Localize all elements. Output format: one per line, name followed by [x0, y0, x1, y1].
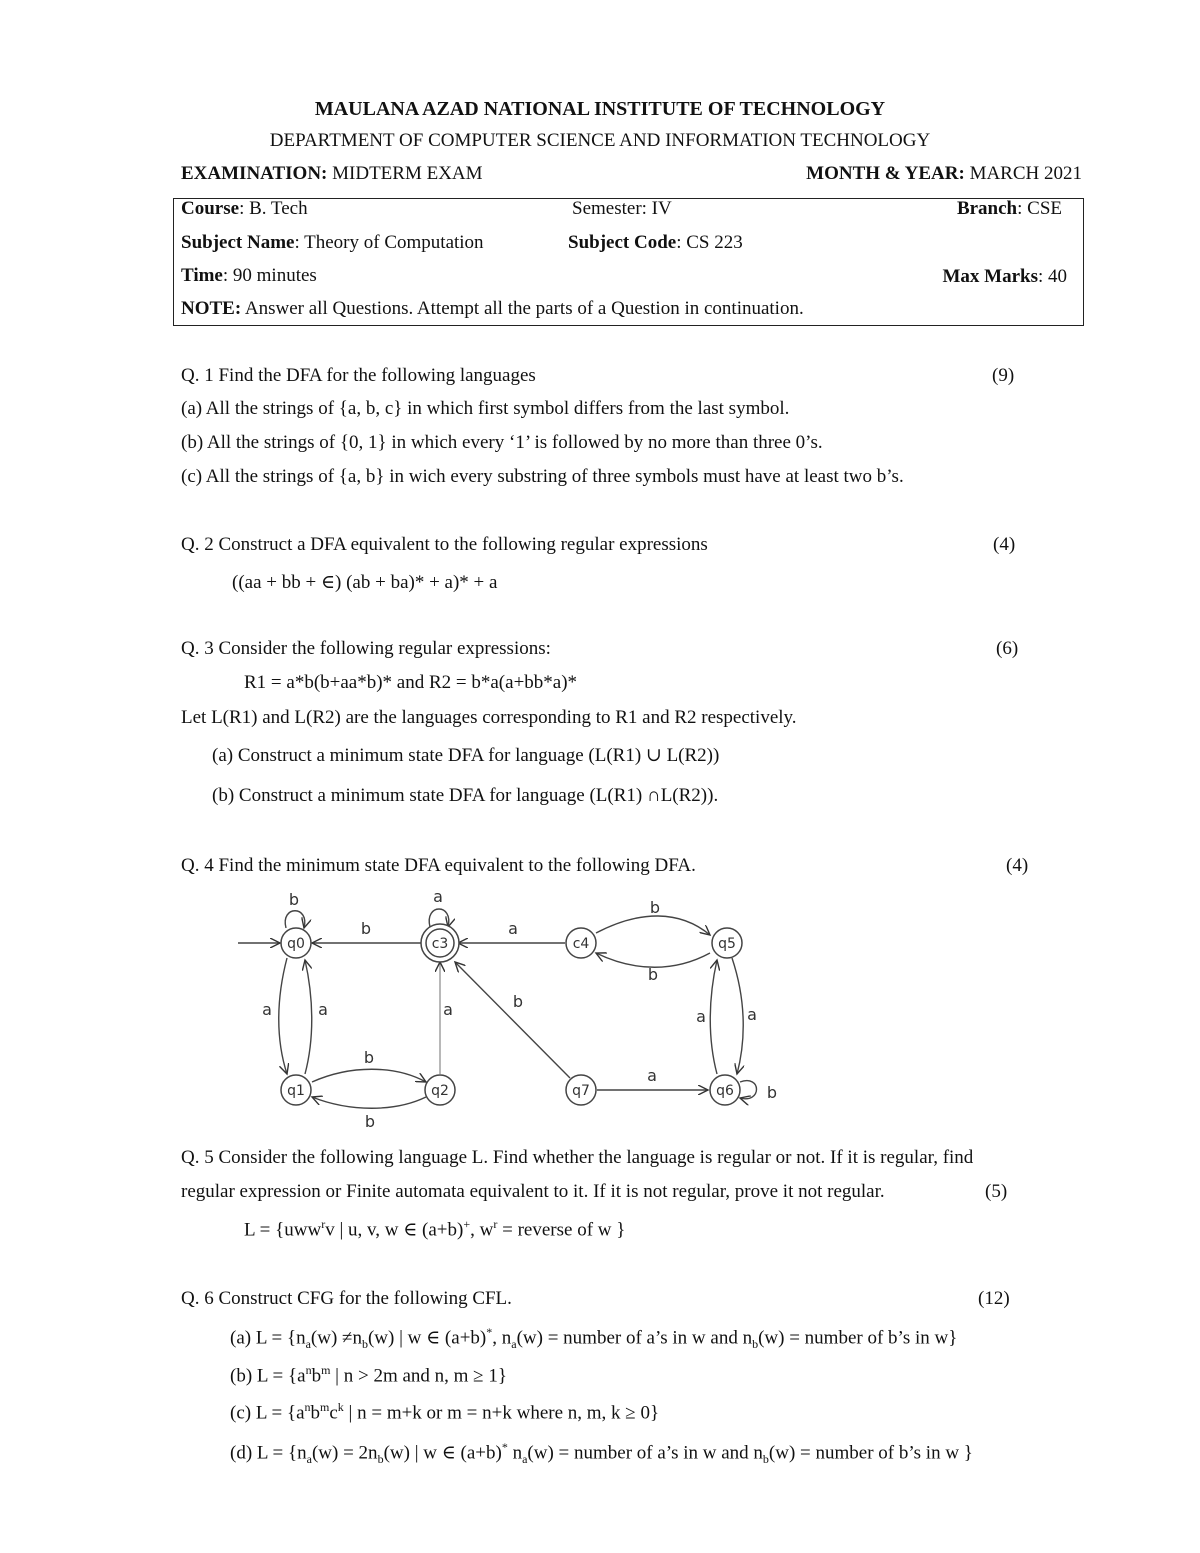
time-label: Time [181, 265, 223, 286]
marks-label: Max Marks [942, 266, 1038, 287]
q4-title: Q. 4 Find the minimum state DFA equivalent to the following DFA. [181, 855, 696, 876]
edge-q0-loop [285, 911, 305, 928]
edge-q6-q5 [710, 960, 717, 1074]
label-q7-q6: a [647, 1066, 657, 1085]
state-q6-label: q6 [716, 1083, 734, 1099]
month-value: MARCH 2021 [969, 163, 1082, 184]
q6a-sup: * [486, 1325, 493, 1339]
q6b-t2: b [311, 1365, 322, 1387]
label-q6-q5: a [696, 1007, 706, 1026]
q6c-t2: b [310, 1402, 321, 1424]
q3-expression: R1 = a*b(b+aa*b)* and R2 = b*a(a+bb*a)* [244, 672, 578, 693]
q6c-t4: | n = m+k or m = n+k where n, m, k ≥ 0} [343, 1402, 660, 1424]
q2-title: Q. 2 Construct a DFA equivalent to the following regular expressions [181, 534, 708, 555]
q6b-t3: | n > 2m and n, m ≥ 1} [330, 1365, 507, 1387]
institute-title: MAULANA AZAD NATIONAL INSTITUTE OF TECHNOLOGY [314, 98, 886, 120]
q5-expr-a: L = {uww [244, 1219, 322, 1241]
q6a-t5: (w) = number of a’s in w and n [516, 1327, 753, 1349]
q6d-t2: (w) = 2n [311, 1442, 378, 1464]
q1-part-b: (b) All the strings of {0, 1} in which every ‘1’ is followed by no more than three 0’s. [181, 432, 823, 453]
label-q0-loop: b [288, 890, 300, 909]
q6a-sub3: a [511, 1337, 517, 1352]
q1-part-a: (a) All the strings of {a, b, c} in which first symbol differs from the last symbol. [181, 398, 790, 419]
note-label: NOTE: [181, 298, 242, 319]
q5-expr-b: v | u, v, w ∈ (a+b) [325, 1219, 464, 1241]
q6d-sub3: a [522, 1452, 528, 1467]
exam-label: EXAMINATION: [181, 163, 328, 184]
label-q6-loop: b [766, 1083, 778, 1102]
department-title: DEPARTMENT OF COMPUTER SCIENCE AND INFORMATION TECHNOLOGY [269, 130, 931, 151]
exam-value: MIDTERM EXAM [332, 163, 483, 184]
q6a-t3: (w) | w ∈ (a+b) [367, 1327, 487, 1349]
q5-expr-sup3: r [493, 1217, 498, 1231]
label-q5-q6: a [747, 1005, 757, 1024]
q6c-sup3: k [337, 1400, 344, 1414]
edge-q0-q1 [279, 958, 287, 1074]
q6d-sup: * [501, 1440, 508, 1454]
label-q5-c4: b [647, 965, 659, 984]
label-c4-c3: a [508, 919, 518, 938]
q6d-t6: (w) = number of b’s in w } [768, 1442, 973, 1464]
q5-expr-c: , w [470, 1219, 494, 1241]
label-q0-q1: a [262, 1000, 272, 1019]
q6-part-d [230, 1440, 973, 1467]
q1-marks: (9) [992, 365, 1015, 386]
q3-title: Q. 3 Consider the following regular expressions: [181, 638, 551, 659]
q5-marks: (5) [985, 1181, 1008, 1202]
q5-expr-sup2: + [463, 1217, 471, 1231]
label-q0-c3: b [360, 919, 372, 938]
q2-expression: ((aa + bb + ∈) (ab + ba)* + a)* + a [232, 572, 498, 593]
q6a-sub4: b [752, 1337, 759, 1352]
q6a-sub1: a [305, 1337, 311, 1352]
state-c3-label: c3 [431, 936, 449, 952]
q6a-t1: (a) L = {n [230, 1327, 306, 1349]
q6d-t1: (d) L = {n [230, 1442, 307, 1464]
q6c-t1: (c) L = {a [230, 1402, 305, 1424]
label-q7-c3: b [512, 992, 524, 1011]
state-q0-label: q0 [287, 936, 305, 952]
edge-c4-q5 [596, 916, 710, 935]
q4-marks: (4) [1006, 855, 1029, 876]
edge-q7-c3 [455, 962, 570, 1078]
label-c4-q5: b [649, 898, 661, 917]
label-q2-q1: b [364, 1112, 376, 1131]
q6a-t4: , n [492, 1327, 512, 1349]
edge-q2-q1 [312, 1097, 426, 1108]
q6c-t3: c [329, 1402, 338, 1424]
q1-part-c: (c) All the strings of {a, b} in wich every substring of three symbols must have at least two b’s. [181, 466, 904, 487]
q6-marks: (12) [978, 1288, 1010, 1309]
edge-q1-q2 [312, 1069, 426, 1082]
q3-part-b: (b) Construct a minimum state DFA for language (L(R1) ∩L(R2)). [212, 785, 719, 806]
state-q1-label: q1 [287, 1083, 305, 1099]
q5-expression [244, 1217, 625, 1241]
q6b-t1: (b) L = {a [230, 1365, 306, 1387]
subject-label: Subject Name [181, 232, 295, 253]
branch-label: Branch [956, 198, 1018, 219]
q3-marks: (6) [996, 638, 1019, 659]
q3-let: Let L(R1) and L(R2) are the languages corresponding to R1 and R2 respectively. [181, 707, 797, 728]
q6-title: Q. 6 Construct CFG for the following CFL. [181, 1288, 512, 1309]
state-q2-label: q2 [431, 1083, 449, 1099]
state-q7-label: q7 [572, 1083, 590, 1099]
q6d-sub4: b [762, 1452, 769, 1467]
q6-part-a [230, 1325, 957, 1352]
q5-expr-d: = reverse of w } [497, 1219, 626, 1241]
q6b-sup2: m [321, 1363, 331, 1377]
label-q1-q2: b [363, 1048, 375, 1067]
branch-value: : CSE [1017, 198, 1062, 219]
time-value: : 90 minutes [222, 265, 317, 286]
q2-marks: (4) [993, 534, 1016, 555]
q3-part-a: (a) Construct a minimum state DFA for language (L(R1) ∪ L(R2)) [212, 745, 720, 766]
q6b-sup1: n [305, 1363, 312, 1377]
q5-line2: regular expression or Finite automata equivalent to it. If it is not regular, prove it not regular. [181, 1181, 885, 1202]
marks-value: : 40 [1037, 266, 1067, 287]
label-q2-c3: a [443, 1000, 453, 1019]
q6a-sub2: b [361, 1337, 368, 1352]
q6d-sub2: b [377, 1452, 384, 1467]
q5-line1: Q. 5 Consider the following language L. Find whether the language is regular or not. If it is regular, find [181, 1147, 974, 1168]
code-label: Subject Code [568, 232, 677, 253]
edge-q6-loop [740, 1081, 757, 1099]
edge-q1-q0 [305, 960, 312, 1074]
q6d-t5: (w) = number of a’s in w and n [527, 1442, 763, 1464]
label-q1-q0: a [318, 1000, 328, 1019]
edge-q5-q6 [732, 958, 743, 1074]
state-c4-label: c4 [572, 936, 590, 952]
subject-value: : Theory of Computation [294, 232, 484, 253]
q6-part-c [230, 1400, 659, 1424]
q6a-t2: (w) ≠n [310, 1327, 362, 1349]
code-value: : CS 223 [676, 232, 743, 253]
semester: Semester: IV [572, 198, 672, 219]
q6d-t3: (w) | w ∈ (a+b) [383, 1442, 502, 1464]
q6a-t6: (w) = number of b’s in w} [758, 1327, 958, 1349]
q6d-sub1: a [306, 1452, 312, 1467]
q1-title: Q. 1 Find the DFA for the following languages [181, 365, 536, 386]
q6c-sup1: n [304, 1400, 311, 1414]
course-label: Course [181, 198, 240, 219]
q6-part-b [230, 1363, 507, 1387]
month-label: MONTH & YEAR: [806, 163, 965, 184]
q6d-t4: n [507, 1442, 523, 1464]
q5-expr-sup1: r [321, 1217, 326, 1231]
note-value: Answer all Questions. Attempt all the parts of a Question in continuation. [244, 298, 804, 319]
state-q5-label: q5 [718, 936, 736, 952]
q6c-sup2: m [320, 1400, 330, 1414]
course-value: : B. Tech [239, 198, 308, 219]
label-c3-loop: a [433, 887, 443, 906]
